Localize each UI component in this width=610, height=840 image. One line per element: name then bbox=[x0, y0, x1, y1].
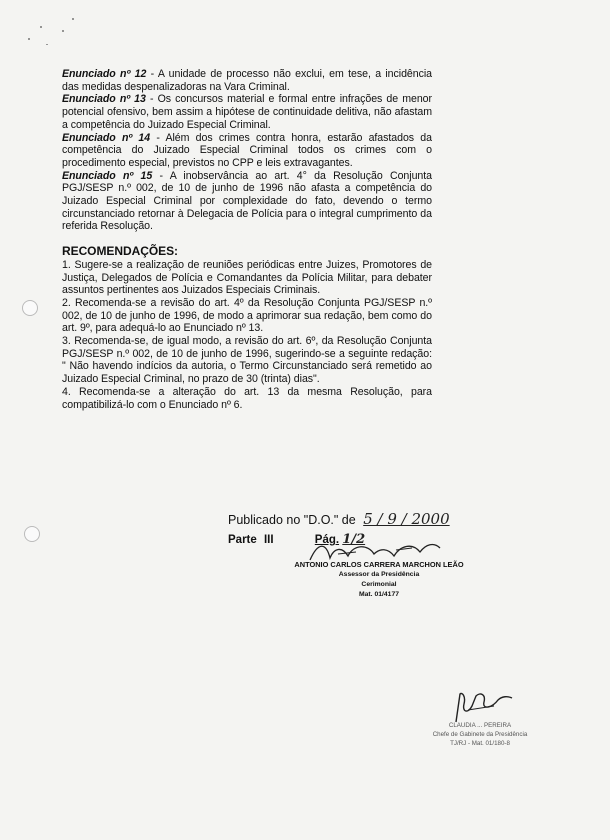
publication-line bbox=[228, 510, 450, 528]
enunciado-text: - Os concursos material e formal entre infrações de menor potencial ofensivo, bem assim a hipótese de continuidade delitiva, não afastam a competência do Juizado Especial Criminal. bbox=[62, 93, 432, 131]
recommendation-item: 1. Sugere-se a realização de reuniões periódicas entre Juizes, Promotores de Justiça, Delegados de Polícia e Comandantes da Polícia Militar, para debater assuntos pertinentes aos Juizados Especiais Criminais. bbox=[62, 258, 432, 297]
enunciado-12 bbox=[62, 68, 432, 93]
recommendation-item: 3. Recomenda-se, de igual modo, a revisão do art. 6º, da Resolução Conjunta PGJ/SESP n.º 002, de 10 de junho de 1996, sugerindo-se a seguinte redação: " Não havendo indícios da autoria, o Termo Circunstanciado será remetido ao Juizado Especial Criminal, no prazo de 30 (trinta) dias". bbox=[62, 335, 432, 386]
chief-stamp bbox=[420, 690, 540, 760]
scan-speck bbox=[40, 26, 42, 28]
scan-speck bbox=[46, 44, 48, 45]
enunciado-label: Enunciado nº 14 bbox=[62, 131, 151, 144]
signatory-dept: Cerimonial bbox=[361, 581, 397, 588]
enunciado-label: Enunciado nº 12 bbox=[62, 68, 147, 80]
recommendation-item: 2. Recomenda-se a revisão do art. 4º da Resolução Conjunta PGJ/SESP n.º 002, de 10 de junho de 1996, de modo a aprimorar sua redação, bem como do art. 9º, para adequá-lo ao Enunciado nº 13. bbox=[62, 296, 432, 335]
document-body bbox=[62, 68, 432, 411]
signatory-name: ANTONIO CARLOS CARRERA MARCHON LEÃO bbox=[294, 560, 464, 569]
part-label: Parte bbox=[228, 534, 257, 546]
publication-date: 5 / 9 / 2000 bbox=[363, 510, 450, 528]
signatory-block bbox=[274, 560, 484, 600]
page-label: Pág. bbox=[314, 534, 340, 546]
enunciado-label: Enunciado nº 15 bbox=[62, 169, 153, 182]
enunciado-15 bbox=[62, 170, 432, 234]
enunciado-text: - Além dos crimes contra honra, estarão afastados da competência do Juizado Especial Criminal todos os crimes com o procedimento especial, previstos no CPP e leis extravagantes. bbox=[62, 131, 432, 169]
scan-speck bbox=[62, 30, 64, 32]
recommendations-heading: RECOMENDAÇÕES: bbox=[62, 244, 178, 259]
page-value: 1/2 bbox=[342, 532, 366, 547]
chief-role: Chefe de Gabinete da Presidência bbox=[432, 731, 528, 738]
enunciado-label: Enunciado nº 13 bbox=[62, 93, 146, 106]
scan-speck bbox=[72, 18, 74, 20]
part-value: III bbox=[263, 534, 274, 546]
signatory-reg: Mat. 01/4177 bbox=[358, 591, 400, 598]
chief-reg: TJ/RJ - Mat. 01/180-8 bbox=[450, 740, 510, 747]
recommendation-item: 4. Recomenda-se a alteração do art. 13 da mesma Resolução, para compatibilizá-lo com o Enunciado nº 6. bbox=[62, 385, 432, 411]
signatory-role: Assessor da Presidência bbox=[338, 571, 420, 578]
publication-stamp bbox=[228, 502, 528, 632]
chief-name: CLAUDIA ... PEREIRA bbox=[448, 722, 512, 729]
punch-hole bbox=[22, 300, 38, 316]
punch-hole bbox=[24, 526, 40, 542]
enunciado-text: - A unidade de processo não exclui, em tese, a incidência das medidas despenalizadoras na Vara Criminal. bbox=[62, 68, 432, 93]
chief-signature-mark bbox=[446, 690, 516, 724]
scan-speck bbox=[28, 38, 30, 40]
enunciado-14 bbox=[62, 132, 432, 170]
published-label: Publicado no "D.O." de bbox=[228, 513, 356, 527]
enunciado-text: - A inobservância ao art. 4° da Resolução Conjunta PGJ/SESP n.º 002, de 10 de junho de 1996 não afasta a competência do Juizado Especial Criminal por complexidade do fato, devendo o termo circunstanciado retornar à Delegacia de Polícia para o integral cumprimento da referida Resolução. bbox=[62, 169, 432, 233]
enunciado-13 bbox=[62, 93, 432, 131]
